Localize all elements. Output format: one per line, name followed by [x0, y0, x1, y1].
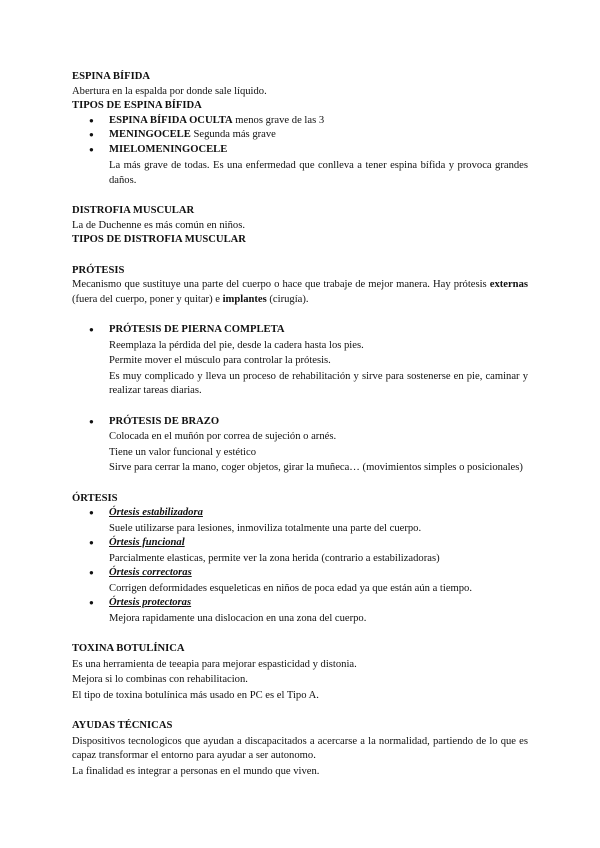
- item-text: Segunda más grave: [190, 129, 276, 140]
- heading-distrofia: DISTROFIA MUSCULAR: [72, 205, 195, 216]
- item-description: Parcialmente elasticas, permite ver la zona herida (contrario a estabilizadoras): [109, 552, 440, 564]
- heading-ayudas: AYUDAS TÉCNICAS: [72, 720, 173, 731]
- brazo-line: Sirve para cerrar la mano, coger objetos, girar la muñeca… (movimientos simples o posicionales): [109, 462, 523, 473]
- heading-tipos-espina: TIPOS DE ESPINA BÍFIDA: [72, 100, 202, 111]
- list-item: [72, 506, 528, 536]
- ortesis-list: [72, 506, 528, 626]
- item-label: PRÓTESIS DE BRAZO: [109, 415, 220, 427]
- heading-toxina: TOXINA BOTULÍNICA: [72, 643, 185, 654]
- toxina-line: El tipo de toxina botulínica más usado en PC es el Tipo A.: [72, 689, 319, 701]
- item-description: Mejora rapidamente una dislocacion en una zona del cuerpo.: [109, 612, 367, 624]
- item-description: Suele utilizarse para lesiones, inmoviliza totalmente una parte del cuerpo.: [109, 522, 422, 534]
- espina-definition: Abertura en la espalda por donde sale líquido.: [72, 85, 267, 97]
- list-item: [72, 596, 528, 626]
- brazo-line: Colocada en el muñón por correa de sujeción o arnés.: [109, 431, 337, 442]
- item-text: menos grave de las 3: [232, 114, 325, 126]
- ayudas-line: Dispositivos tecnologicos que ayudan a discapacitados a acercarse a la normalidad, partiendo de lo que es capaz transformar el entorno para ayudar a ser autonomo.: [72, 735, 528, 761]
- list-item: [72, 415, 528, 476]
- pierna-line: Permite mover el músculo para controlar la prótesis.: [109, 355, 331, 366]
- list-item: [72, 143, 528, 189]
- pierna-line: Es muy complicado y lleva un proceso de rehabilitación y sirve para sostenerse en pie, caminar y realizar tareas diarias.: [109, 370, 528, 396]
- list-item: [72, 323, 528, 399]
- item-description: Corrigen deformidades esqueleticas en niños de poca edad ya que están aún a tiempo.: [109, 582, 473, 594]
- protesis-def-text: (fuera del cuerpo, poner y quitar) e: [72, 293, 223, 305]
- ayudas-line: La finalidad es integrar a personas en el mundo que viven.: [72, 765, 320, 777]
- document-page: [72, 70, 528, 779]
- heading-protesis: PRÓTESIS: [72, 264, 125, 276]
- item-label: Órtesis protectoras: [109, 597, 192, 608]
- toxina-line: Mejora si lo combinas con rehabilitacion.: [72, 674, 248, 685]
- heading-ortesis: ÓRTESIS: [72, 492, 118, 504]
- list-item: [72, 536, 528, 566]
- toxina-line: Es una herramienta de teeapia para mejorar espasticidad y distonia.: [72, 658, 357, 670]
- mielo-description: La más grave de todas. Es una enfermedad que conlleva a tener espina bífida y provoca grandes daños.: [109, 160, 528, 186]
- protesis-def-text: (cirugía).: [266, 293, 309, 305]
- brazo-line: Tiene un valor funcional y estético: [109, 446, 257, 458]
- protesis-pierna-list: [72, 323, 528, 399]
- item-label: MENINGOCELE: [109, 129, 191, 140]
- item-label: Órtesis correctoras: [109, 567, 192, 578]
- list-item: [72, 128, 528, 143]
- item-label: Órtesis funcional: [109, 537, 185, 548]
- list-item: [72, 566, 528, 596]
- protesis-definition: [72, 278, 528, 307]
- protesis-brazo-list: [72, 415, 528, 476]
- protesis-implantes: implantes: [222, 293, 267, 305]
- item-label: PRÓTESIS DE PIERNA COMPLETA: [109, 324, 285, 335]
- protesis-def-text: Mecanismo que sustituye una parte del cuerpo o hace que trabaje de mejor manera. Hay prótesis: [72, 279, 490, 290]
- distrofia-definition: La de Duchenne es más común en niños.: [72, 219, 245, 231]
- pierna-line: Reemplaza la pérdida del pie, desde la cadera hasta los pies.: [109, 339, 364, 351]
- item-label: MIELOMENINGOCELE: [109, 143, 228, 155]
- heading-tipos-distrofia: TIPOS DE DISTROFIA MUSCULAR: [72, 234, 246, 245]
- protesis-externas: externas: [489, 279, 528, 290]
- heading-espina-bifida: ESPINA BÍFIDA: [72, 71, 150, 82]
- list-item: [72, 114, 528, 129]
- espina-types-list: [72, 114, 528, 189]
- item-label: Órtesis estabilizadora: [109, 507, 203, 518]
- item-label: ESPINA BÍFIDA OCULTA: [109, 114, 233, 126]
